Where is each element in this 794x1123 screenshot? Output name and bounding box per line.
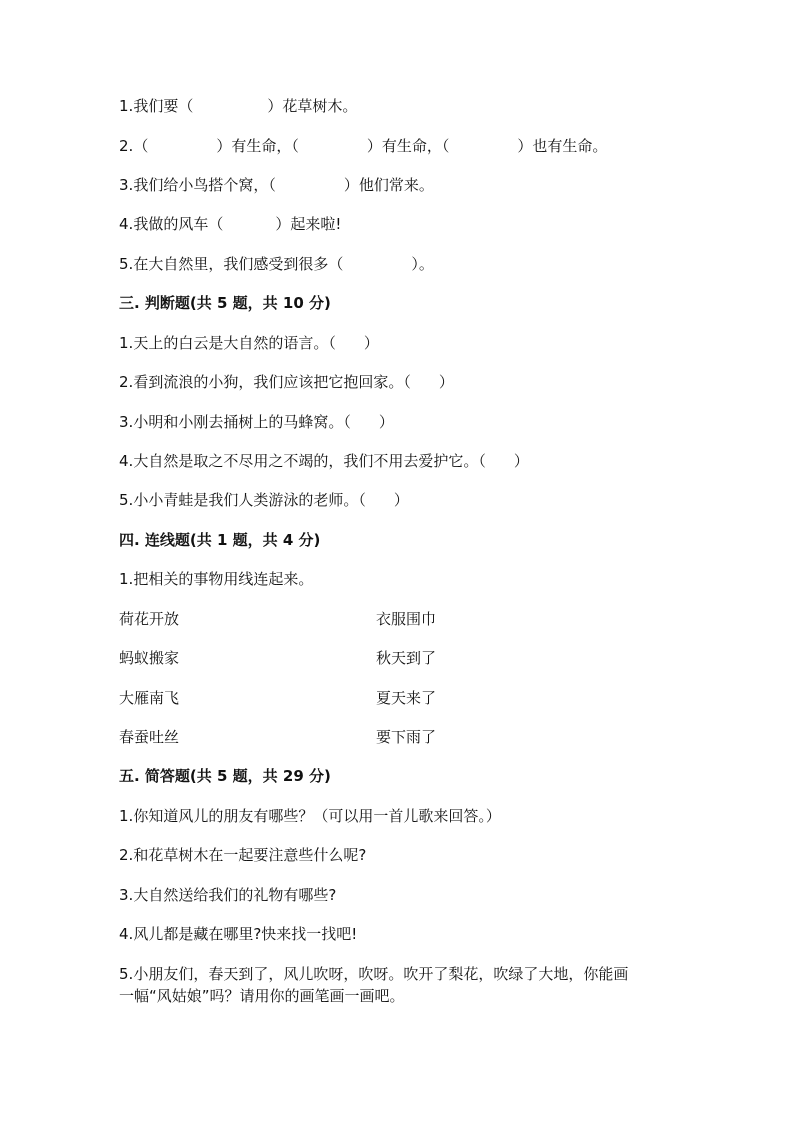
question-number: 4.	[119, 925, 134, 943]
question-text-after: ）花草树木。	[267, 97, 358, 115]
question-text: 天上的白云是大自然的语言。	[133, 334, 329, 352]
fill-question-4	[119, 214, 341, 234]
bracket-close: ）	[438, 373, 454, 391]
short-answer-question-4	[119, 924, 357, 944]
judge-question-4	[119, 451, 529, 471]
match-left-item[interactable]: 大雁南飞	[119, 689, 180, 707]
question-number: 5.	[119, 491, 134, 509]
question-text-part-4: ）也有生命。	[517, 137, 608, 155]
fill-question-3	[119, 175, 434, 195]
question-text: 把相关的事物用线连起来。	[133, 570, 314, 588]
short-answer-question-2	[119, 845, 366, 865]
question-text-after: ）他们常来。	[343, 176, 434, 194]
bracket-open: （	[403, 373, 411, 391]
question-number: 4.	[119, 452, 134, 470]
question-text: 大自然送给我们的礼物有哪些?	[133, 886, 337, 904]
question-text-part-2: ）有生命，（	[216, 137, 299, 155]
bracket-close: ）	[378, 413, 394, 431]
short-answer-question-5	[119, 964, 628, 984]
judge-question-1	[119, 333, 379, 353]
bracket-open: （	[358, 491, 366, 509]
question-number: 2.	[119, 137, 134, 155]
judge-question-3	[119, 412, 394, 432]
question-number: 5.	[119, 965, 134, 983]
match-left-item[interactable]: 蚂蚁搬家	[119, 649, 180, 667]
bracket-open: （	[343, 413, 351, 431]
question-number: 2.	[119, 373, 134, 391]
bracket-open: （	[478, 452, 486, 470]
fill-question-2	[119, 136, 607, 156]
question-text-after: ）起来啦!	[275, 215, 342, 233]
question-text: 小朋友们，春天到了，风儿吹呀，吹呀。吹开了梨花，吹绿了大地，你能画	[133, 965, 629, 983]
short-answer-question-1	[119, 806, 501, 826]
judge-question-2	[119, 372, 454, 392]
section-heading-match: 四. 连线题(共 1 题，共 4 分)	[119, 531, 321, 549]
short-answer-question-3	[119, 885, 336, 905]
bracket-close: ）	[513, 452, 529, 470]
match-right-item[interactable]: 要下雨了	[376, 728, 437, 746]
question-text: 你知道风儿的朋友有哪些？（可以用一首儿歌来回答。）	[133, 807, 501, 825]
match-right-item[interactable]: 夏天来了	[376, 689, 437, 707]
question-text: 大自然是取之不尽用之不竭的，我们不用去爱护它。	[133, 452, 479, 470]
question-number: 3.	[119, 413, 134, 431]
question-text-before: 我们要（	[133, 97, 194, 115]
question-number: 4.	[119, 215, 134, 233]
short-answer-question-5-continued: 一幅“风姑娘”吗？请用你的画笔画一画吧。	[119, 987, 405, 1005]
question-text-before: 我做的风车（	[133, 215, 224, 233]
question-text-before: 在大自然里，我们感受到很多（	[133, 255, 344, 273]
question-number: 1.	[119, 334, 134, 352]
match-left-item[interactable]: 春蚕吐丝	[119, 728, 180, 746]
bracket-open: （	[328, 334, 336, 352]
bracket-close: ）	[363, 334, 379, 352]
bracket-close: ）	[393, 491, 409, 509]
question-number: 3.	[119, 176, 134, 194]
question-number: 2.	[119, 846, 134, 864]
match-left-item[interactable]: 荷花开放	[119, 610, 180, 628]
question-text-before: 我们给小鸟搭个窝，（	[133, 176, 276, 194]
question-number: 1.	[119, 807, 134, 825]
question-number: 1.	[119, 570, 134, 588]
match-right-item[interactable]: 衣服围巾	[376, 610, 437, 628]
judge-question-5	[119, 490, 409, 510]
section-heading-short-answer: 五. 简答题(共 5 题，共 29 分)	[119, 767, 331, 785]
question-text-part-3: ）有生命，（	[366, 137, 450, 155]
fill-question-5	[119, 254, 434, 274]
question-number: 1.	[119, 97, 134, 115]
question-text: 小小青蛙是我们人类游泳的老师。	[133, 491, 359, 509]
question-number: 5.	[119, 255, 134, 273]
match-instruction	[119, 569, 313, 589]
question-text: 小明和小刚去捅树上的马蜂窝。	[133, 413, 344, 431]
question-text: 看到流浪的小狗，我们应该把它抱回家。	[133, 373, 404, 391]
match-right-item[interactable]: 秋天到了	[376, 649, 437, 667]
fill-question-1	[119, 96, 357, 116]
question-text-after: ）。	[411, 255, 434, 273]
question-text-part-1: （	[133, 137, 149, 155]
question-text: 和花草树木在一起要注意些什么呢?	[133, 846, 367, 864]
section-heading-judge: 三. 判断题(共 5 题，共 10 分)	[119, 294, 331, 312]
question-text: 风儿都是藏在哪里?快来找一找吧!	[133, 925, 358, 943]
question-number: 3.	[119, 886, 134, 904]
